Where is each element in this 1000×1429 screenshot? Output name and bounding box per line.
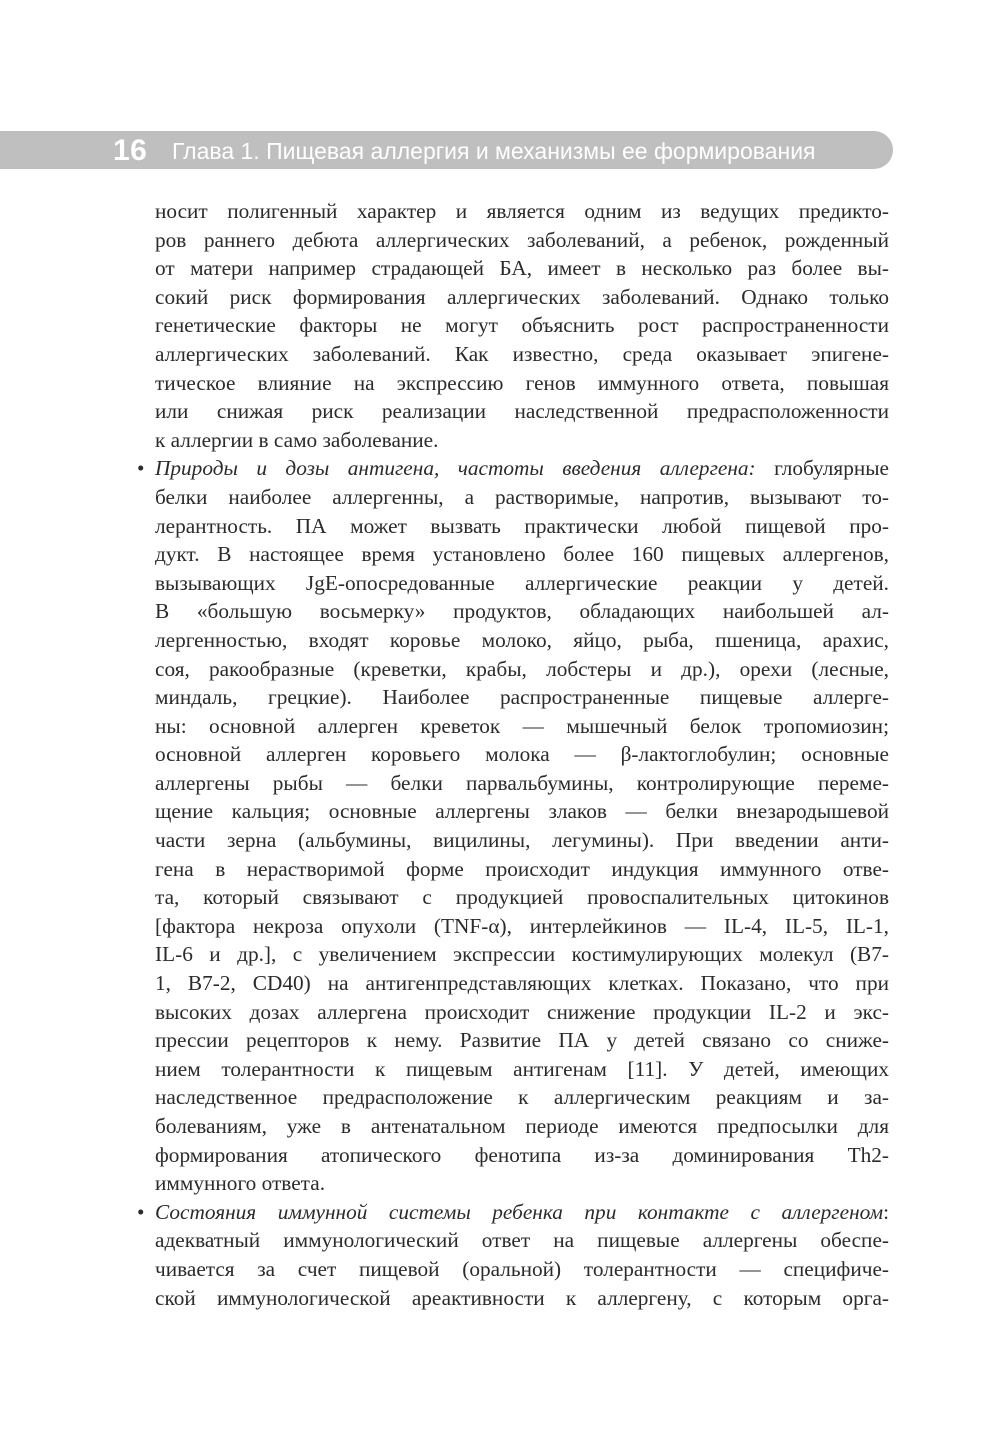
text-line: формирования атопического фенотипа из-за доминирования Th2- xyxy=(155,1142,889,1167)
text-line: щение кальция; основные аллергены злаков — белки внезародышевой xyxy=(155,799,889,824)
text-line: основной аллерген коровьего молока — β-лактоглобулин; основные xyxy=(155,742,889,767)
text-line: ны: основной аллерген креветок — мышечный белок тропомиозин; xyxy=(155,713,889,738)
text-line: от матери например страдающей БА, имеет в несколько раз более вы- xyxy=(155,256,889,281)
text-line: соя, ракообразные (креветки, крабы, лобстеры и др.), орехи (лесные, xyxy=(155,656,889,681)
text-line: к аллергии в само заболевание. xyxy=(155,427,439,452)
text-line: 1, B7-2, CD40) на антигенпредставляющих клетках. Показано, что при xyxy=(155,971,889,996)
text-line: части зерна (альбумины, вицилины, легумины). При введении анти- xyxy=(155,828,889,853)
bullet-lead-rest: : xyxy=(883,1199,889,1224)
text-line: болеваниям, уже в антенатальном периоде имеются предпосылки для xyxy=(155,1114,889,1138)
text-line: [фактора некроза опухоли (TNF-α), интерлейкинов — IL-4, IL-5, IL-1, xyxy=(155,913,889,938)
text-line: В «большую восьмерку» продуктов, обладающих наибольшей ал- xyxy=(155,599,889,624)
body-text xyxy=(137,197,889,1312)
paragraph-continuation xyxy=(155,197,889,454)
text-line: ров раннего дебюта аллергических заболеваний, а ребенок, рожденный xyxy=(155,227,889,252)
bullet-item-immune-state xyxy=(137,1198,889,1312)
bullet-lead-italic: Состояния иммунной системы ребенка при контакте с аллергеном xyxy=(155,1199,884,1224)
text-line xyxy=(137,1198,889,1227)
text-line: или снижая риск реализации наследственной предрасположенности xyxy=(155,399,889,424)
bullet-icon: • xyxy=(137,456,145,481)
bullet-item-antigen xyxy=(137,454,889,1197)
bullet-lead-rest: глобулярные xyxy=(755,456,889,481)
text-line: аллергических заболеваний. Как известно, среда оказывает эпигене- xyxy=(155,341,889,366)
text-line: белки наиболее аллергенны, а растворимые, напротив, вызывают то- xyxy=(155,484,889,509)
text-line: генетические факторы не могут объяснить рост распространенности xyxy=(155,313,889,338)
text-line: наследственное предрасположение к аллергическим реакциям и за- xyxy=(155,1085,889,1110)
text-line: аллергены рыбы — белки парвальбумины, контролирующие переме- xyxy=(155,770,889,795)
text-line: нием толерантности к пищевым антигенам [11]. У детей, имеющих xyxy=(155,1056,889,1081)
text-line: носит полигенный характер и является одним из ведущих предикто- xyxy=(155,199,889,223)
text-line: гена в нерастворимой форме происходит индукция иммунного отве- xyxy=(155,856,889,881)
text-line: чивается за счет пищевой (оральной) толерантности — специфиче- xyxy=(155,1256,889,1281)
text-line: лерантность. ПА может вызвать практически любой пищевой про- xyxy=(155,513,889,538)
text-line: сокий риск формирования аллергических заболеваний. Однако только xyxy=(155,284,889,309)
text-line: высоких дозах аллергена происходит снижение продукции IL-2 и экс- xyxy=(155,999,889,1024)
text-line: иммунного ответа. xyxy=(155,1171,326,1196)
text-line: миндаль, грецкие). Наиболее распространенные пищевые аллерге- xyxy=(155,685,889,710)
text-line: прессии рецепторов к нему. Развитие ПА у детей связано со сниже- xyxy=(155,1028,889,1053)
text-line: та, который связывают с продукцией провоспалительных цитокинов xyxy=(155,885,889,910)
text-line: тическое влияние на экспрессию генов иммунного ответа, повышая xyxy=(155,370,889,395)
chapter-title: Глава 1. Пищевая аллергия и механизмы ее формирования xyxy=(172,138,816,164)
text-line: вызывающих JgE-опосредованные аллергические реакции у детей. xyxy=(155,570,889,595)
text-line: ской иммунологической ареактивности к аллергену, с которым орга- xyxy=(155,1285,889,1310)
text-line: дукт. В настоящее время установлено более 160 пищевых аллергенов, xyxy=(155,542,889,567)
text-line: адекватный иммунологический ответ на пищевые аллергены обеспе- xyxy=(155,1228,889,1253)
bullet-icon: • xyxy=(137,1199,145,1224)
bullet-lead-italic: Природы и дозы антигена, частоты введения аллергена: xyxy=(155,456,756,481)
text-line: IL-6 и др.], с увеличением экспрессии костимулирующих молекул (B7- xyxy=(155,942,889,967)
text-line: лергенностью, входят коровье молоко, яйцо, рыба, пшеница, арахис, xyxy=(155,627,889,652)
text-line xyxy=(137,454,889,483)
page-number: 16 xyxy=(113,134,148,167)
